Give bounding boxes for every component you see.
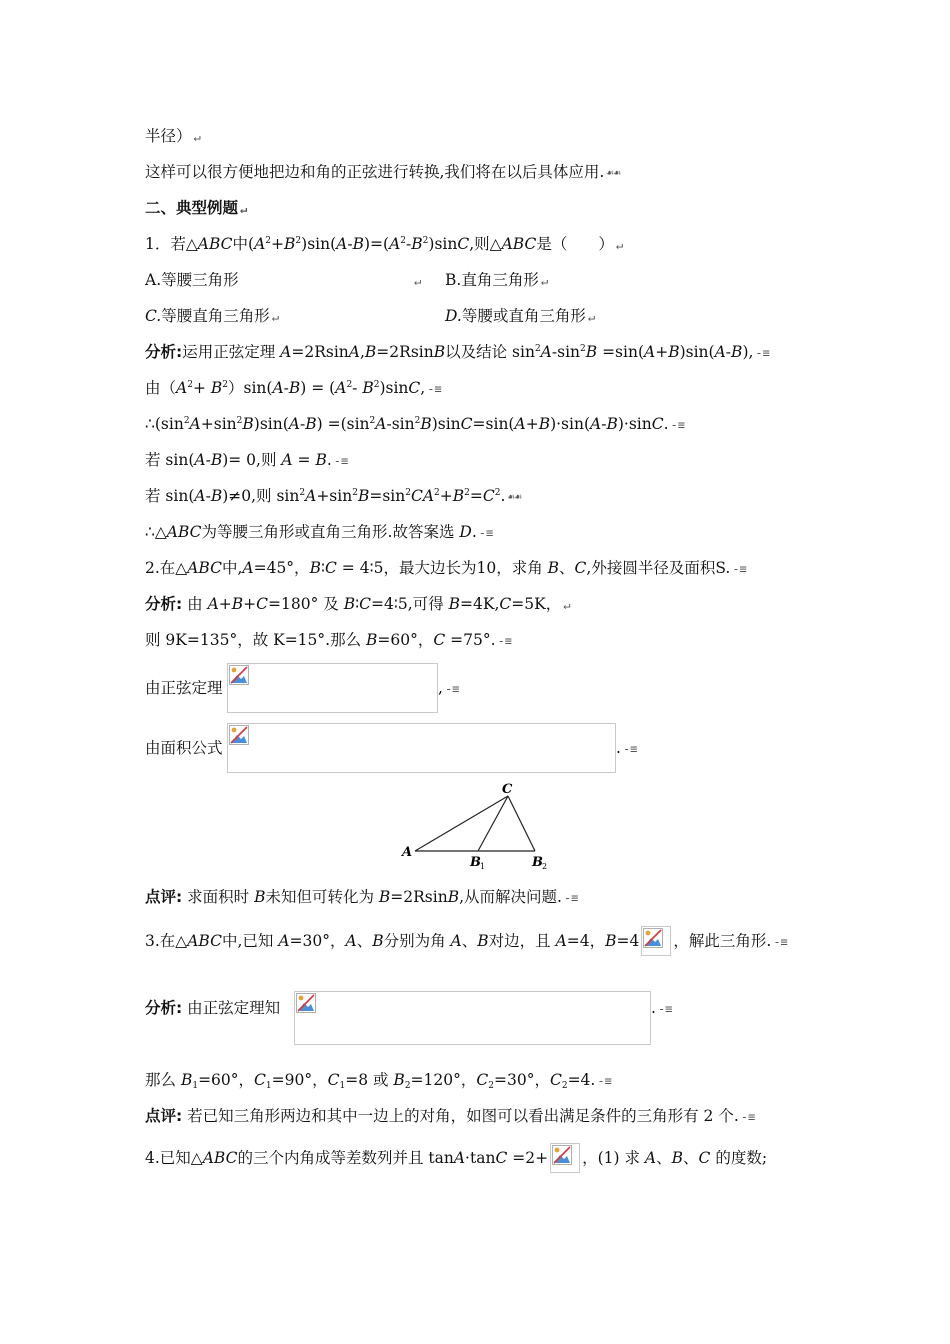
formula-image <box>227 663 438 713</box>
broken-image-icon <box>552 1145 572 1165</box>
question-1: 1．若△ABC中$(A^2+B^2)\sin(A-B)=(A^2-B^2)\sin C$,则△ABC是（ ） ↵ <box>145 235 624 253</box>
option-c: C.等腰直角三角形 ↵ <box>145 307 279 325</box>
formula-image <box>641 926 671 956</box>
tab-mark: ↵ <box>414 274 422 288</box>
vertex-b1-sub: 1 <box>480 862 486 870</box>
tab-mark: . -≡ <box>616 739 638 757</box>
step-line: 由$(A^2+ B^2)\sin(A-B) = (A^2-$ $B^2)\sin C$, -≡ <box>145 379 442 397</box>
formula-image <box>550 1143 580 1173</box>
question-3: 3.在△ABC中,已知 A=30°，A、B分别为角 A、B对边，且 A=4，B=4 ，解此三角形. -≡ <box>145 926 788 956</box>
question-4: 4.已知△ABC的三个内角成等差数列并且 tanA·tanC =2+ ，(1) 求 A、B、C 的度数; <box>145 1143 767 1173</box>
text-line: 这样可以很方便地把边和角的正弦进行转换,我们将在以后具体应用. ☙☙ <box>145 163 621 181</box>
analysis-2: 分析: 由 A+B+C=180° 及 B∶C=4∶5,可得 B=4K,C=5K， ↵ <box>145 595 571 613</box>
step-line: ∴△ABC为等腰三角形或直角三角形.故答案选 D. -≡ <box>145 523 494 541</box>
broken-image-icon <box>229 725 249 745</box>
vertex-b1: B <box>470 855 481 870</box>
option-b: B.直角三角形 ↵ <box>445 271 549 289</box>
broken-image-icon <box>229 665 249 685</box>
step-line: 由正弦定理 <box>145 679 223 697</box>
option-d: D.等腰或直角三角形 ↵ <box>445 307 596 325</box>
step-line: 则 9K=135°，故 K=15°.那么 B=60°，C =75°. -≡ <box>145 631 513 649</box>
question-2: 2.在△ABC中,A=45°，B∶C = 4∶5，最大边长为10，求角 B、C,外接圆半径及面积S. -≡ <box>145 559 747 577</box>
option-a: A.等腰三角形 <box>145 271 239 289</box>
formula-image <box>294 991 651 1045</box>
side-ac <box>415 796 508 851</box>
step-line: 那么 $B_1=60^\circ$，$C_1=90^\circ$，$C_1=8$ 或 $B_2=120^\circ$，$C_2=30^\circ$，$C_2=4$. -≡ <box>145 1071 612 1091</box>
triangle-figure <box>395 778 565 870</box>
step-line: 由面积公式 <box>145 739 223 757</box>
vertex-a: A <box>402 845 413 860</box>
vertex-c: C <box>502 782 513 797</box>
broken-image-icon <box>643 928 663 948</box>
tab-mark: . -≡ <box>651 999 673 1017</box>
text-line: 半径） ↵ <box>145 127 201 145</box>
section-heading: 二、典型例题 ↵ <box>145 199 248 217</box>
step-line: 若 sin(A-B)≠0,则 $\sin^2A+\sin^2B=\sin^2CA^2+B^2=C^2$. ☙☙ <box>145 487 522 505</box>
tab-mark: , -≡ <box>438 679 460 697</box>
step-line: $\therefore(\sin^2A+\sin^2B)\sin(A-B) =(\sin^2A-\sin^2B)\sin C=\sin(A+B)\cdot\sin(A-B)\cdot\sin C$. -≡ <box>145 415 685 433</box>
analysis-1: 分析:运用正弦定理 A=2RsinA,B=2RsinB以及结论 $\sin^2A-\sin^2B =\sin(A+B)\sin(A-B)$, -≡ <box>145 343 770 361</box>
analysis-3: 分析: 由正弦定理知 <box>145 999 281 1017</box>
side-cb2 <box>508 796 535 851</box>
broken-image-icon <box>296 993 316 1013</box>
comment-1: 点评: 求面积时 B未知但可转化为 B=2RsinB,从而解决问题. -≡ <box>145 888 579 906</box>
vertex-b2-sub: 2 <box>542 862 548 870</box>
comment-2: 点评: 若已知三角形两边和其中一边上的对角，如图可以看出满足条件的三角形有 2 个. -≡ <box>145 1107 756 1125</box>
vertex-b2: B <box>532 855 543 870</box>
formula-image <box>227 723 616 773</box>
step-line: 若 sin(A-B)= 0,则 A = B. -≡ <box>145 451 349 469</box>
